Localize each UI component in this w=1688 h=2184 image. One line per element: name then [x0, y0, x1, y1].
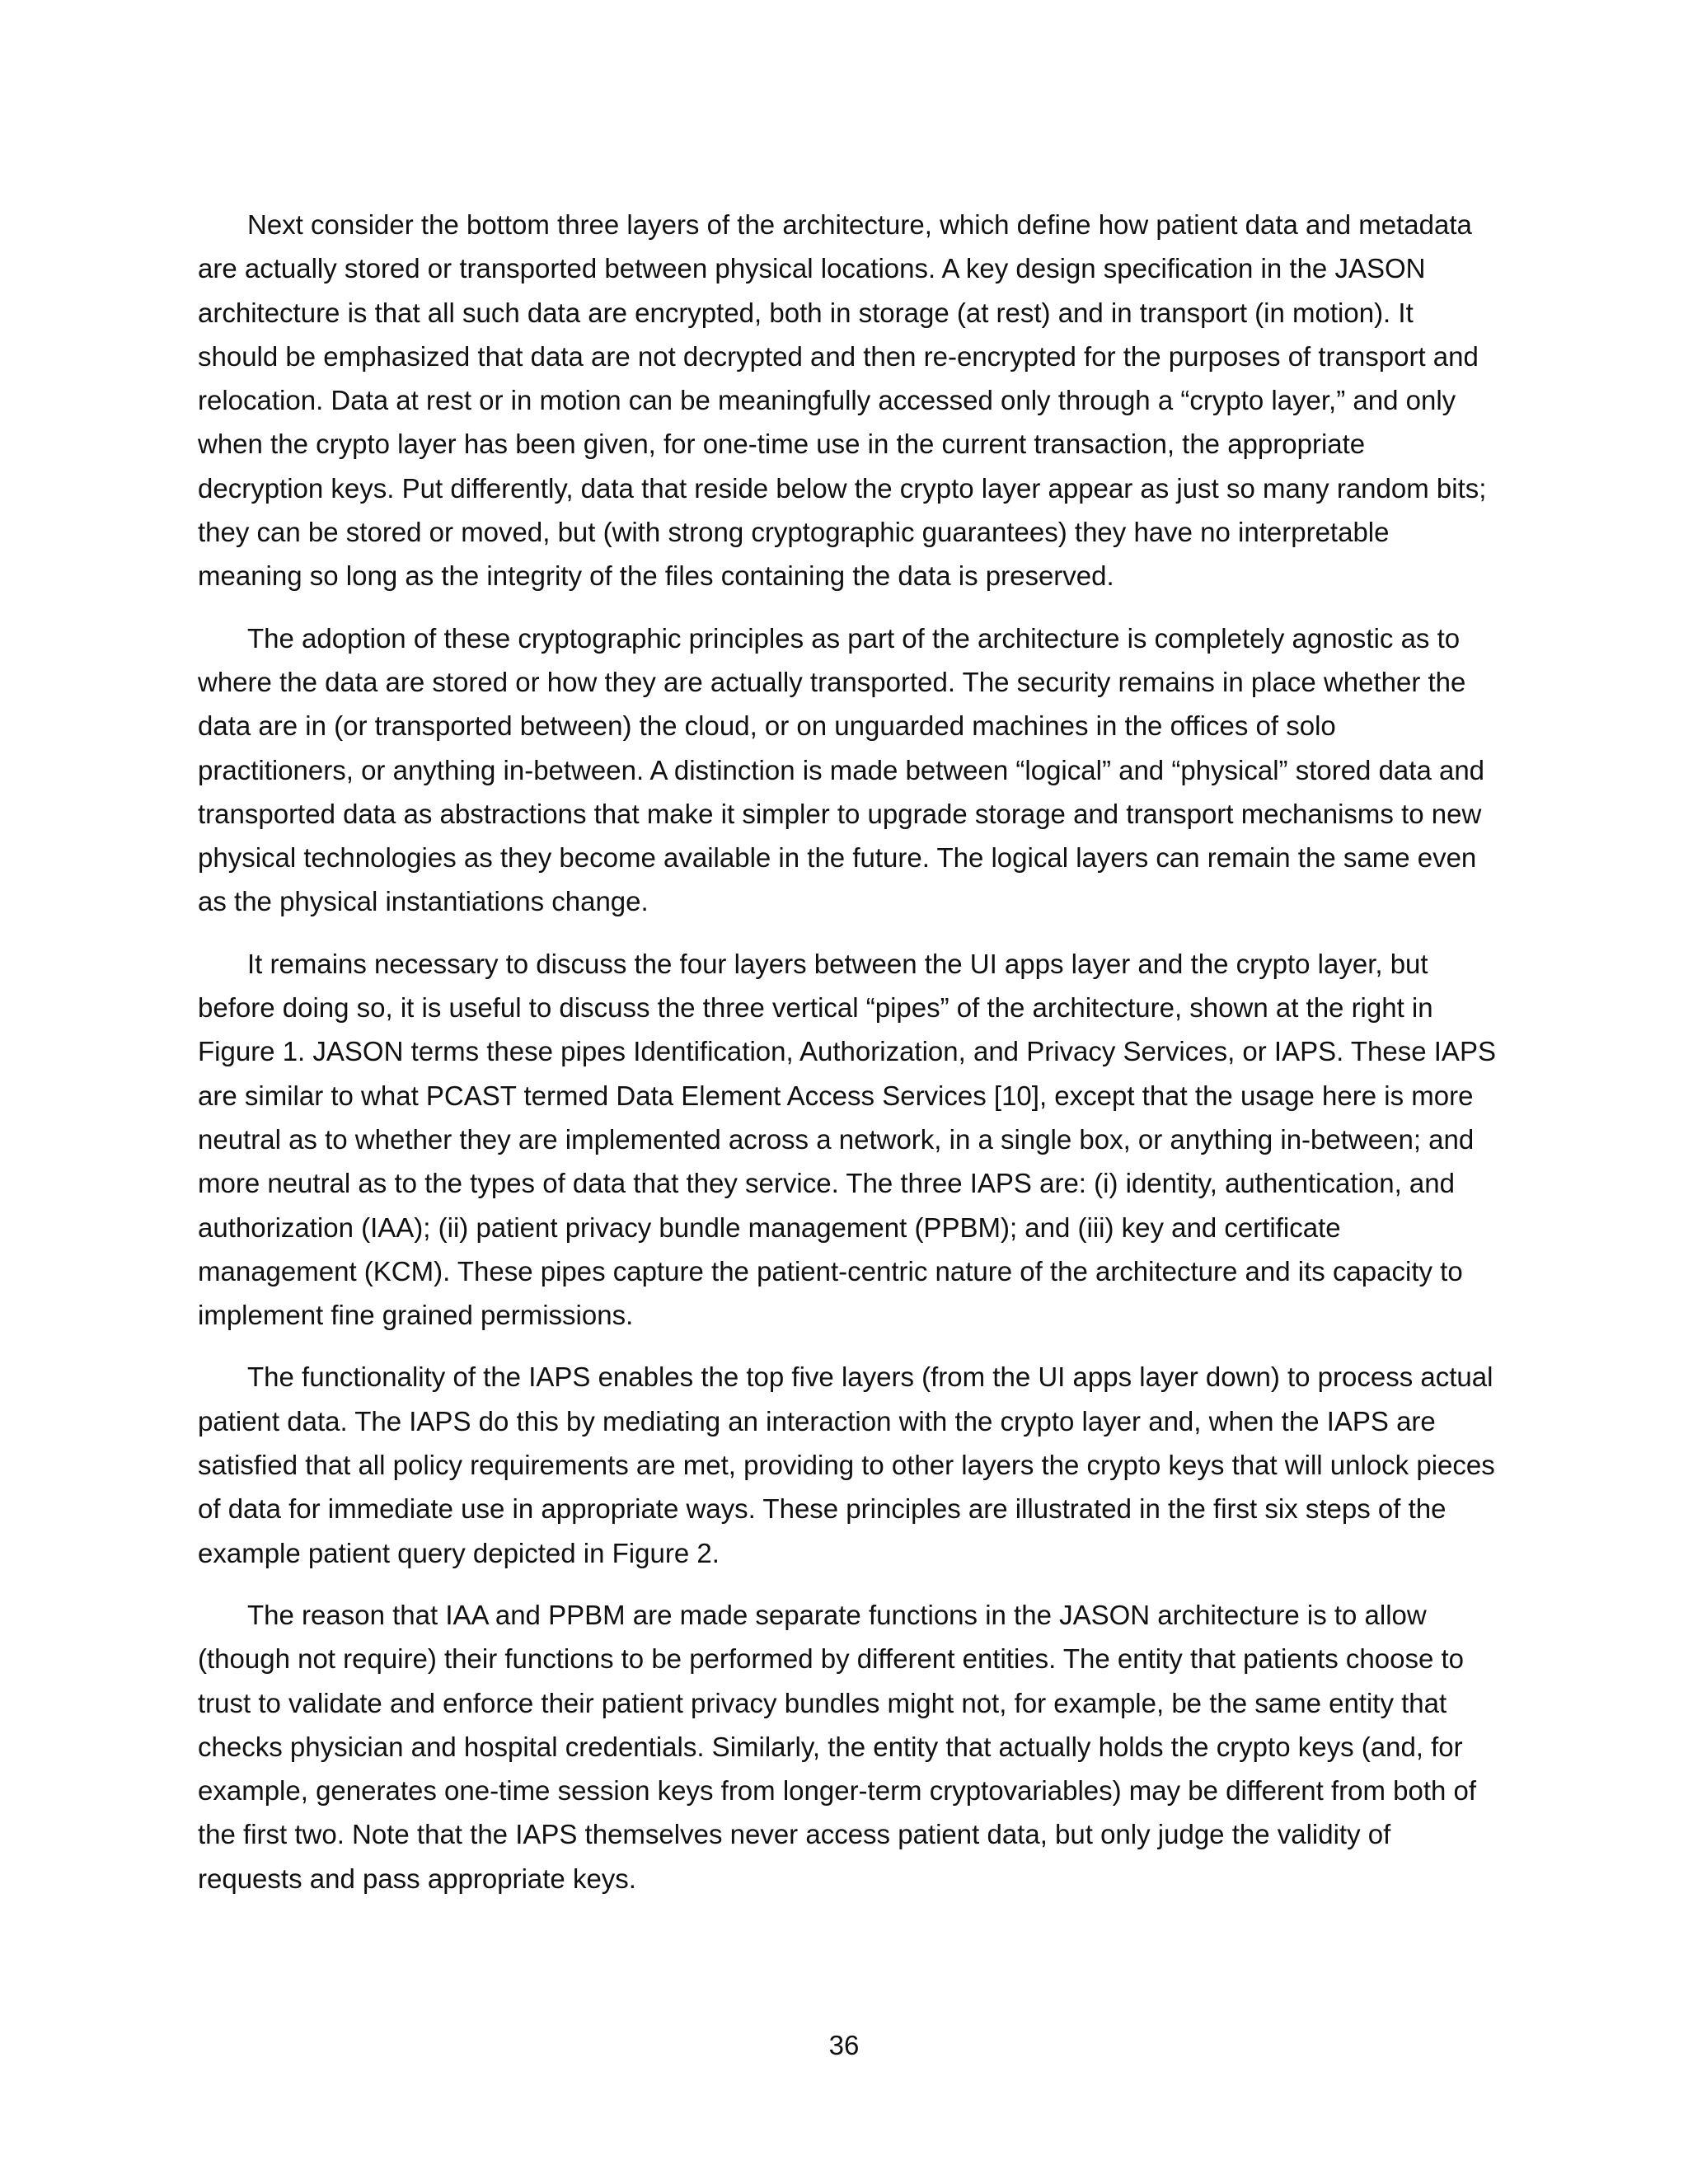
paragraph-1: Next consider the bottom three layers of the architecture, which define how patient data and metadata are actually stored or transported between physical locations. A key design specification in the JASON architecture is that all such data are encrypted, both in storage (at rest) and in transport (in motion). It should be emphasized that data are not decrypted and then re-encrypted for the purposes of transport and relocation. Data at rest or in motion can be meaningfully accessed only through a “crypto layer,” and only when the crypto layer has been given, for one-time use in the current transaction, the appropriate decryption keys. Put differently, data that reside below the crypto layer appear as just so many random bits; they can be stored or moved, but (with strong cryptographic guarantees) they have no interpretable meaning so long as the integrity of the files containing the data is preserved.	[198, 209, 1487, 592]
paragraph-2: The adoption of these cryptographic principles as part of the architecture is completely agnostic as to where the data are stored or how they are actually transported. The security remains in place whether the data are in (or transported between) the cloud, or on unguarded machines in the offices of solo practitioners, or anything in-between. A distinction is made between “logical” and “physical” stored data and transported data as abstractions that make it simpler to upgrade storage and transport mechanisms to new physical technologies as they become available in the future. The logical layers can remain the same even as the physical instantiations change.	[198, 622, 1485, 917]
page-number: 36	[828, 2030, 860, 2060]
paragraph-4: The functionality of the IAPS enables the top five layers (from the UI apps layer down) to process actual patient data. The IAPS do this by mediating an interaction with the crypto layer and, when the IAPS are satisfied that all policy requirements are met, providing to other layers the crypto keys that will unlock pieces of data for immediate use in appropriate ways. These principles are illustrated in the first six steps of the example patient query depicted in Figure 2.	[198, 1361, 1495, 1568]
body-text	[198, 203, 1496, 1919]
paragraph-3: It remains necessary to discuss the four layers between the UI apps layer and the crypto layer, but before doing so, it is useful to discuss the three vertical “pipes” of the architecture, shown at the right in Figure 1. JASON terms these pipes Identification, Authorization, and Privacy Services, or IAPS. These IAPS are similar to what PCAST termed Data Element Access Services [10], except that the usage here is more neutral as to whether they are implemented across a network, in a single box, or anything in-between; and more neutral as to the types of data that they service. The three IAPS are: (i) identity, authentication, and authorization (IAA); (ii) patient privacy bundle management (PPBM); and (iii) key and certificate management (KCM). These pipes capture the patient-centric nature of the architecture and its capacity to implement fine grained permissions.	[198, 948, 1496, 1331]
paragraph-5: The reason that IAA and PPBM are made separate functions in the JASON architecture is to allow (though not require) their functions to be performed by different entities. The entity that patients choose to trust to validate and enforce their patient privacy bundles might not, for example, be the same entity that checks physician and hospital credentials. Similarly, the entity that actually holds the crypto keys (and, for example, generates one-time session keys from longer-term cryptovariables) may be different from both of the first two. Note that the IAPS themselves never access patient data, but only judge the validity of requests and pass appropriate keys.	[198, 1599, 1477, 1894]
